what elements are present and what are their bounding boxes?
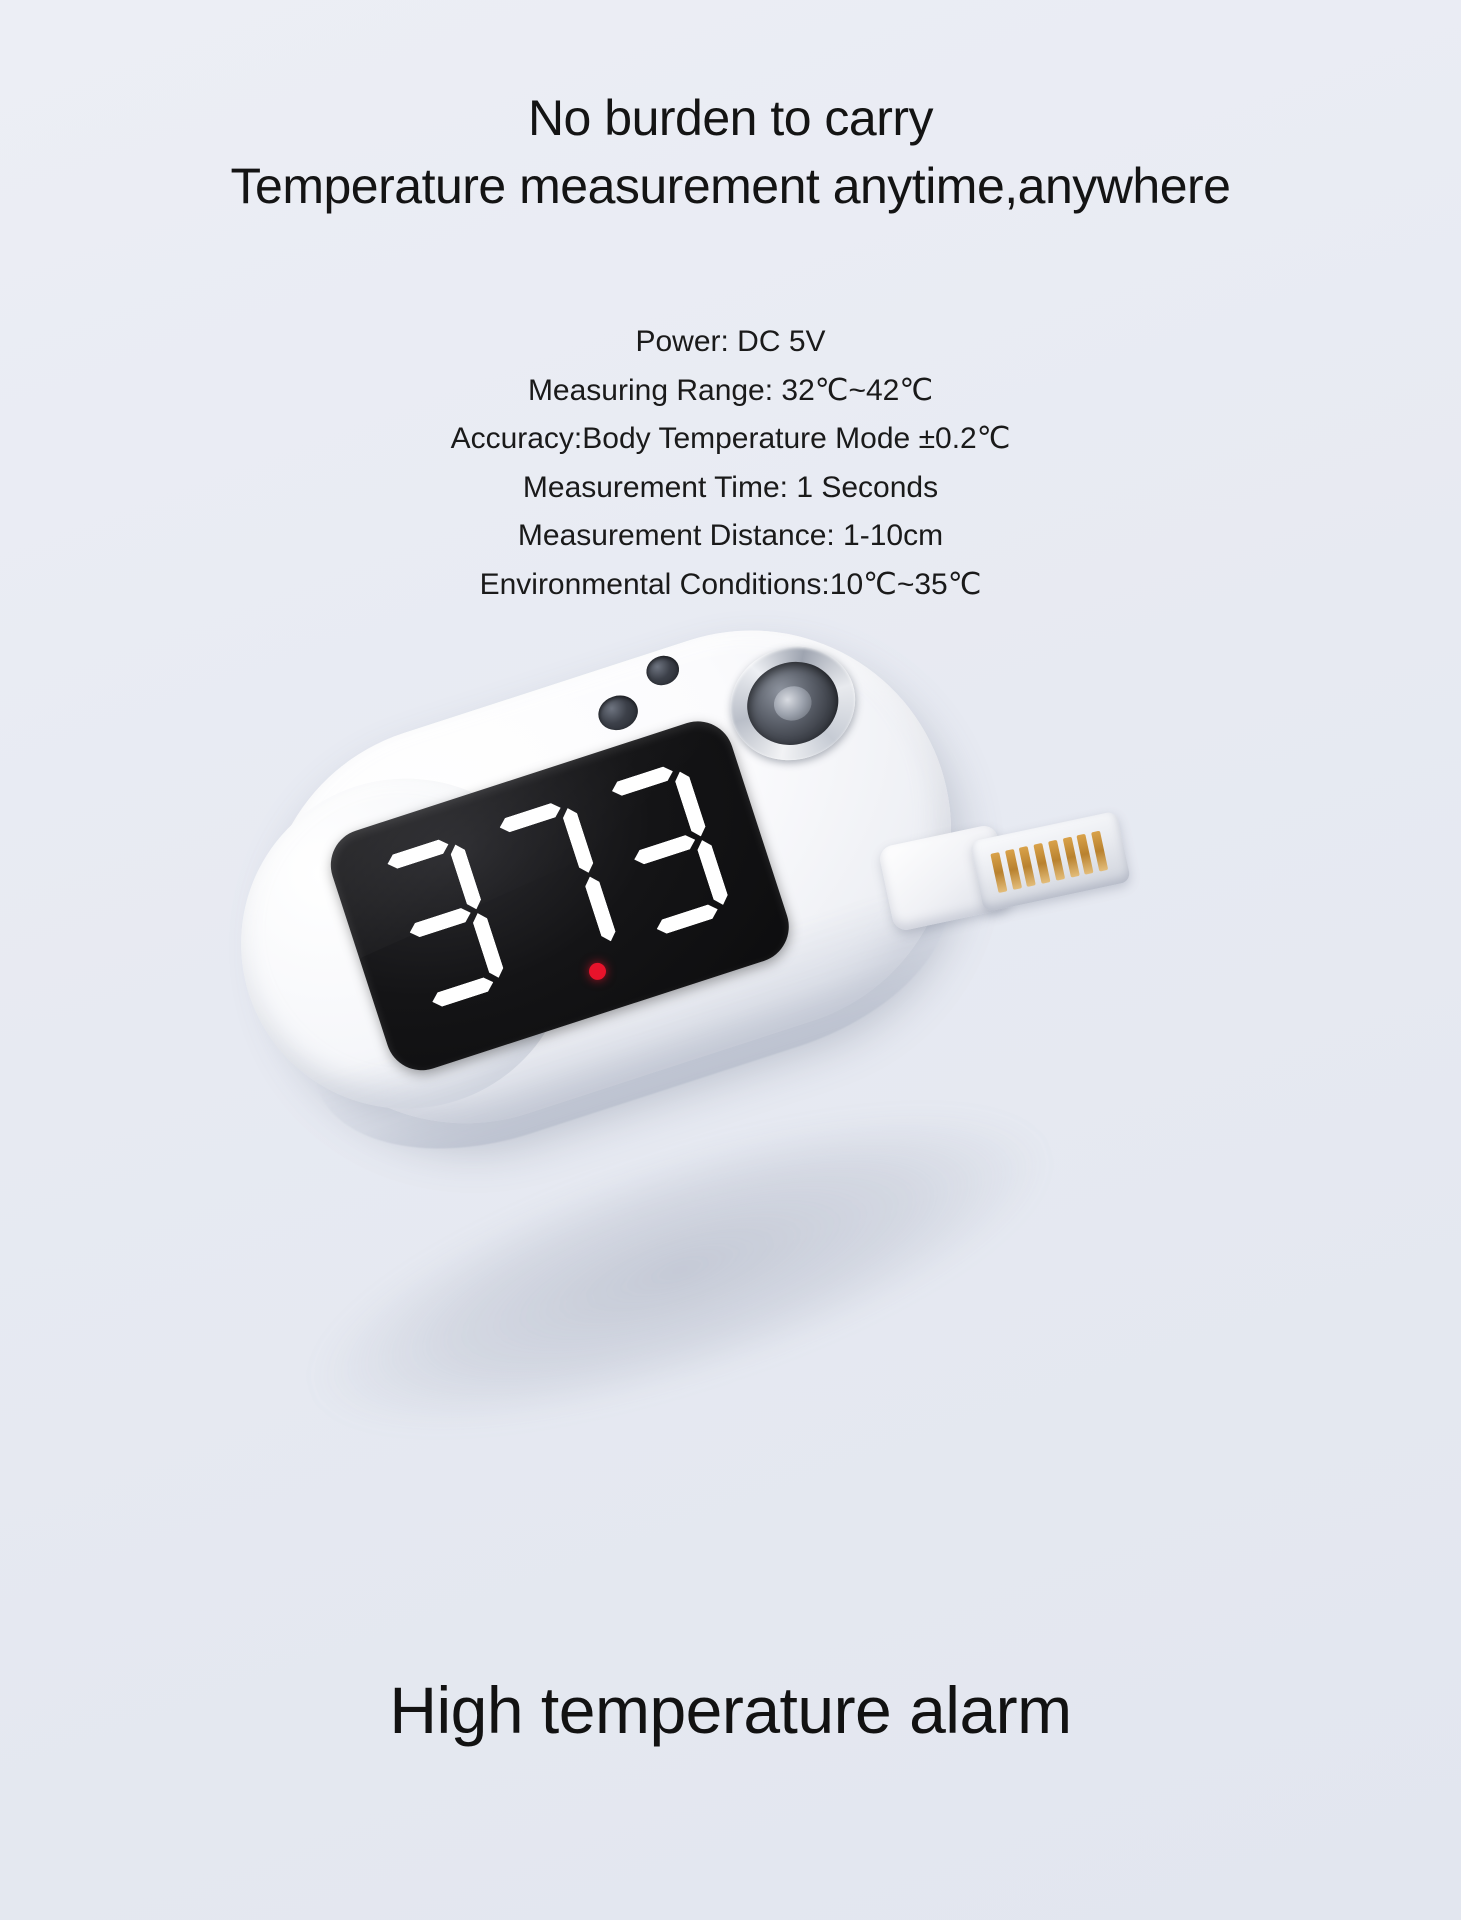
segment-b	[448, 842, 483, 911]
segment-c	[583, 874, 618, 943]
spec-measuring-range: Measuring Range: 32℃~42℃	[527, 373, 934, 407]
segment-g	[632, 833, 698, 867]
lightning-connector-icon	[969, 811, 1131, 913]
spec-power: Power: DC 5V	[635, 325, 826, 358]
spec-environmental-conditions: Environmental Conditions:10℃~35℃	[479, 567, 982, 601]
infrared-sensor-inner	[736, 650, 849, 756]
infrared-sensor-core	[769, 681, 816, 725]
segment-d	[430, 975, 496, 1009]
spec-list	[0, 318, 1461, 610]
spec-accuracy: Accuracy:Body Temperature Mode ±0.2℃	[450, 422, 1011, 456]
seven-segment-digit-1	[372, 833, 509, 1014]
spec-measurement-time: Measurement Time: 1 Seconds	[522, 470, 939, 504]
segment-c	[470, 911, 505, 980]
segment-c	[695, 838, 730, 907]
seven-segment-digit-2	[484, 796, 621, 977]
segment-d	[654, 902, 720, 936]
spec-measurement-distance: Measurement Distance: 1-10cm	[517, 519, 944, 553]
headline	[0, 88, 1461, 216]
headline-line-1: No burden to carry	[527, 90, 934, 146]
segment-g	[407, 906, 473, 940]
product-image	[0, 640, 1461, 1600]
connector-pins	[990, 831, 1108, 893]
headline-line-2: Temperature measurement anytime,anywhere	[230, 158, 1231, 214]
caption: High temperature alarm	[389, 1673, 1072, 1747]
segment-b	[560, 806, 595, 875]
decimal-point-indicator	[587, 961, 608, 982]
